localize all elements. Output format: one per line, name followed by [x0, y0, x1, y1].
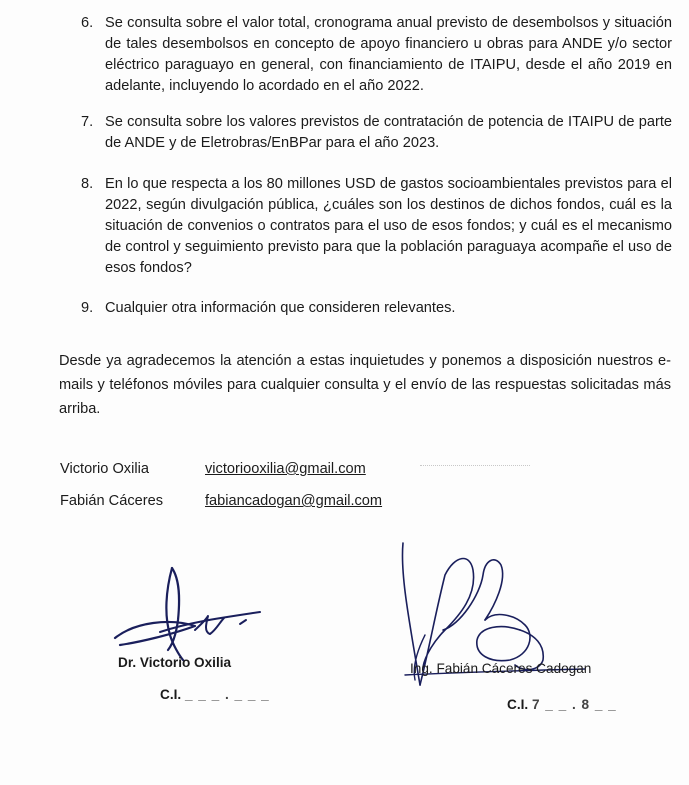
contact-name: Fabián Cáceres	[60, 493, 164, 509]
signature-name: Dr. Victorio Oxilia	[118, 655, 232, 670]
signature-oxilia-image	[100, 560, 270, 670]
signature-id-value: 7 _ _ . 8 _ _	[531, 697, 617, 712]
item-number: 8.	[81, 176, 94, 192]
item-text: Se consulta sobre el valor total, cronograma anual previsto de desembolsos y situación de tales desembolsos en concepto de apoyo financiero u obras para ANDE y/o sector eléctrico paraguayo en general, con financiamiento de ITAIPU, desde el año 2019 en adelante, incluyendo lo acordado en el año 2022.	[105, 15, 672, 94]
list-item-9	[81, 298, 672, 319]
item-text: Se consulta sobre los valores previstos de contratación de potencia de ITAIPU de parte de ANDE y de Eletrobras/EnBPar para el año 2023.	[105, 114, 672, 151]
contact-email-link[interactable]: victoriooxilia@gmail.com	[205, 461, 366, 477]
closing-paragraph: Desde ya agradecemos la atención a estas inquietudes y ponemos a disposición nuestros e-mails y teléfonos móviles para cualquier consulta y el envío de las respuestas solicitadas más arriba.	[59, 353, 671, 417]
signature-name: Ing. Fabián Cáceres Cadogan	[410, 661, 592, 676]
item-text: En lo que respecta a los 80 millones USD de gastos socioambientales previstos para el 2022, según divulgación pública, ¿cuáles son los destinos de dichos fondos, cuál es la situación de convenios o contratos para el uso de esos fondos; y cuál es el mecanismo de control y seguimiento previsto para que la población paraguaya acompañe el uso de esos fondos?	[105, 176, 672, 276]
list-item-7	[81, 112, 672, 154]
signature-id-label: C.I.	[507, 697, 529, 712]
item-number: 7.	[81, 114, 94, 130]
signature-id-value: _ _ _ . _ _ _	[184, 687, 270, 702]
signature-id-label: C.I.	[160, 687, 182, 702]
item-number: 6.	[81, 15, 94, 31]
signature-id	[160, 687, 270, 702]
signature-id	[507, 697, 617, 712]
contact-name: Victorio Oxilia	[60, 461, 149, 477]
list-item-6	[81, 13, 672, 97]
item-number: 9.	[81, 300, 94, 316]
scan-artifact	[420, 465, 530, 467]
contact-email-link[interactable]: fabiancadogan@gmail.com	[205, 493, 383, 509]
item-text: Cualquier otra información que consideren relevantes.	[105, 300, 456, 316]
list-item-8	[81, 174, 672, 279]
